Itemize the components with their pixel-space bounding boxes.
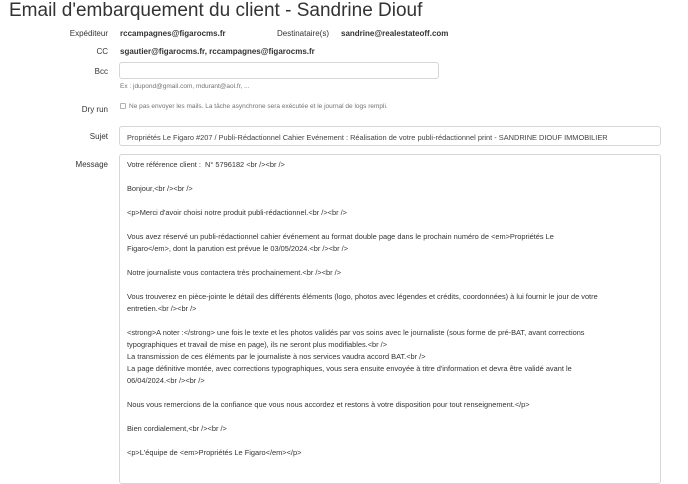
- message-blank-line: [127, 435, 654, 447]
- label-message: Message: [75, 160, 108, 169]
- value-expediteur: rccampagnes@figarocms.fr: [120, 29, 226, 38]
- value-cc: sgautier@figarocms.fr, rccampagnes@figarocms.fr: [120, 47, 315, 56]
- dry-run-description: Ne pas envoyer les mails. La tâche asynchrone sera exécutée et le journal de logs rempli.: [129, 103, 388, 110]
- label-sujet: Sujet: [89, 132, 108, 141]
- value-destinataires: sandrine@realestateoff.com: [341, 29, 449, 38]
- page-title: Email d'embarquement du client - Sandrine Diouf: [9, 0, 423, 21]
- message-blank-line: [127, 255, 654, 267]
- message-blank-line: [127, 411, 654, 423]
- message-textarea[interactable]: [119, 154, 661, 484]
- message-line: <strong>A noter :</strong> une fois le texte et les photos validés par vos soins avec le journaliste (sous forme de pré-BAT, avant corrections typographiques et travail de mise en page), ils ne seront plus modifiables.<br /> La transmission de ces éléments par le journaliste à nos services vaudra accord BAT.<br /> La page définitive montée, avec corrections typographiques, vous sera ensuite envoyée à titre d'information et devra être validé avant le 06/04/2024.<br /><br />: [127, 328, 585, 385]
- message-blank-line: [127, 279, 654, 291]
- message-line: Vous trouverez en pièce-jointe le détail des différents éléments (logo, photos avec légendes et crédits, coordonnées) à lui fournir le jour de votre entretien.<br /><br />: [127, 292, 598, 313]
- label-bcc: Bcc: [94, 67, 108, 76]
- bcc-hint: Ex : jdupond@gmail.com, mdurant@aol.fr, ...: [120, 83, 250, 90]
- subject-input[interactable]: [119, 126, 661, 146]
- label-expediteur: Expéditeur: [69, 29, 108, 38]
- message-line: Votre référence client : N° 5796182 <br /><br />: [127, 160, 285, 169]
- message-blank-line: [127, 171, 654, 183]
- bcc-input[interactable]: [119, 62, 439, 79]
- message-blank-line: [127, 315, 654, 327]
- message-blank-line: [127, 195, 654, 207]
- label-dry-run: Dry run: [81, 105, 108, 114]
- message-line: Bonjour,<br /><br />: [127, 184, 193, 193]
- message-line: <p>Merci d'avoir choisi notre produit publi-rédactionnel.<br /><br />: [127, 208, 347, 217]
- message-blank-line: [127, 387, 654, 399]
- message-blank-line: [127, 219, 654, 231]
- message-line: Vous avez réservé un publi-rédactionnel cahier événement au format double page dans le prochain numéro de <em>Propriétés Le Figaro</em>, dont la parution est prévue le 03/05/2024.<br /><br />: [127, 232, 554, 253]
- label-destinataires: Destinataire(s): [276, 29, 329, 38]
- message-line: <p>L'équipe de <em>Propriétés Le Figaro</em></p>: [127, 448, 302, 457]
- message-line: Bien cordialement,<br /><br />: [127, 424, 227, 433]
- message-line: Notre journaliste vous contactera très prochainement.<br /><br />: [127, 268, 342, 277]
- label-cc: CC: [96, 47, 108, 56]
- message-body: [127, 159, 654, 459]
- dry-run-checkbox[interactable]: [120, 103, 126, 109]
- subject-input-value: Propriétés Le Figaro #207 / Publi-Rédactionnel Cahier Evénement : Réalisation de votre publi-rédactionnel print - SANDRINE DIOUF IMMOBILIER: [127, 133, 608, 142]
- message-line: Nous vous remercions de la confiance que vous nous accordez et restons à votre disposition pour tout renseignement.</p>: [127, 400, 530, 409]
